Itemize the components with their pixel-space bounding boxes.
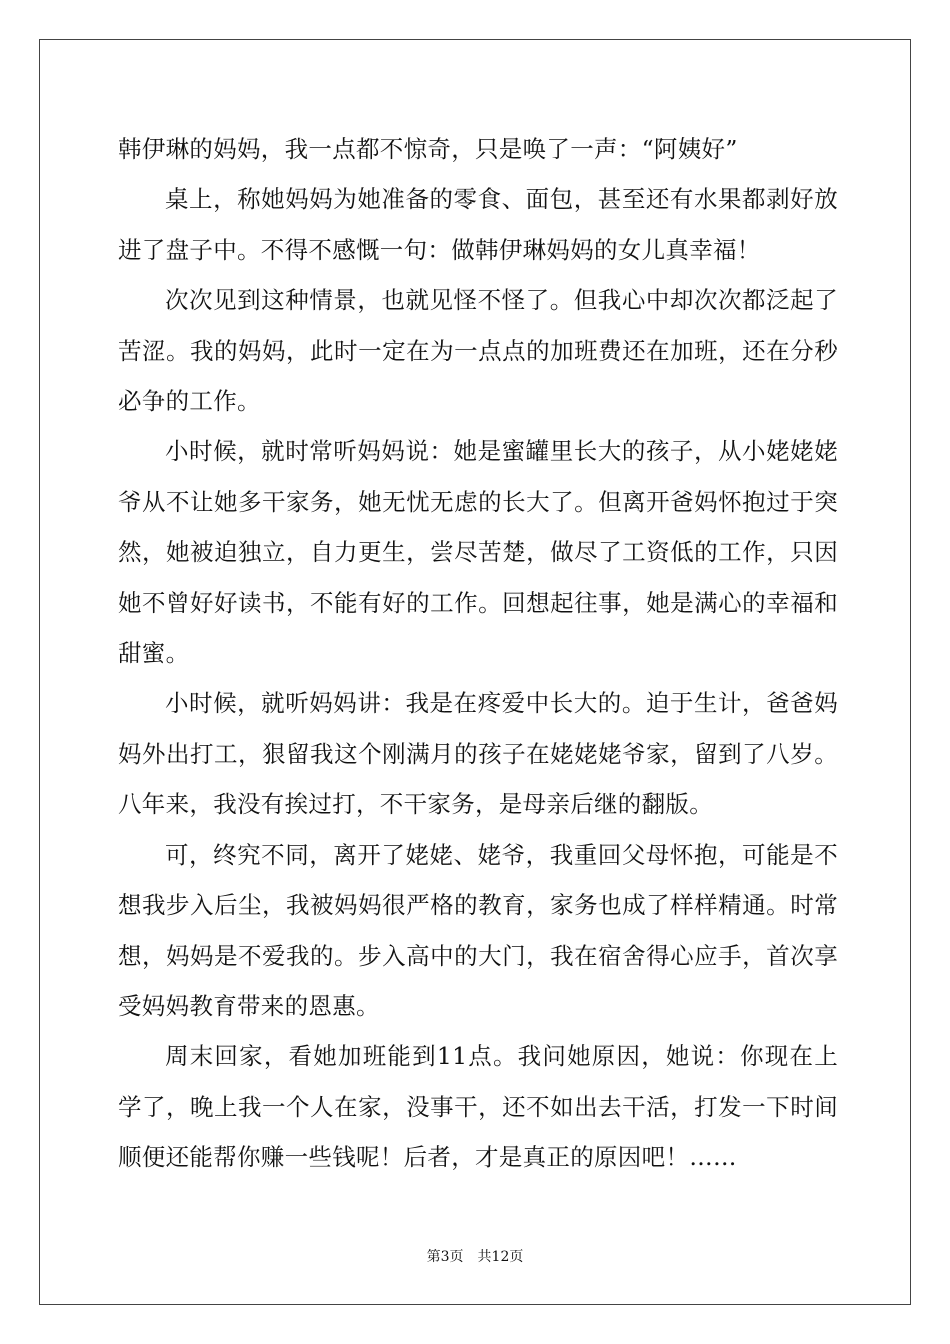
paragraph-1: 韩伊琳的妈妈，我一点都不惊奇，只是唤了一声：“阿姨好” — [118, 135, 738, 163]
current-page-number: 第3页 — [426, 1249, 464, 1265]
paragraph-3: 次次见到这种情景，也就见怪不怪了。但我心中却次次都泛起了苦涩。我的妈妈，此时一定在为一点点的加班费还在加班，还在分秒必争的工作。 — [118, 286, 838, 416]
paragraph-4: 小时候，就时常听妈妈说：她是蜜罐里长大的孩子，从小姥姥姥爷从不让她多干家务，她无忧无虑的长大了。但离开爸妈怀抱过于突然，她被迫独立，自力更生，尝尽苦楚，做尽了工资低的工作，只因她不曾好好读书，不能有好的工作。回想起往事，她是满心的幸福和甜蜜。 — [118, 437, 838, 668]
paragraph-2: 桌上，称她妈妈为她准备的零食、面包，甚至还有水果都剥好放进了盘子中。不得不感慨一句：做韩伊琳妈妈的女儿真幸福！ — [118, 185, 838, 264]
paragraph-5: 小时候，就听妈妈讲：我是在疼爱中长大的。迫于生计，爸爸妈妈外出打工，狠留我这个刚满月的孩子在姥姥姥爷家，留到了八岁。八年来，我没有挨过打，不干家务，是母亲后继的翻版。 — [118, 689, 838, 819]
paragraph-7: 周末回家，看她加班能到11点。我问她原因，她说：你现在上学了，晚上我一个人在家，没事干，还不如出去干活，打发一下时间顺便还能帮你赚一些钱呢！后者，才是真正的原因吧！…… — [118, 1042, 838, 1172]
page-footer — [0, 1246, 950, 1266]
paragraph-6: 可，终究不同，离开了姥姥、姥爷，我重回父母怀抱，可能是不想我步入后尘，我被妈妈很严格的教育，家务也成了样样精通。时常想，妈妈是不爱我的。步入高中的大门，我在宿舍得心应手，首次享受妈妈教育带来的恩惠。 — [118, 840, 838, 1020]
article-body — [118, 124, 838, 1183]
total-page-count: 共12页 — [477, 1249, 524, 1265]
